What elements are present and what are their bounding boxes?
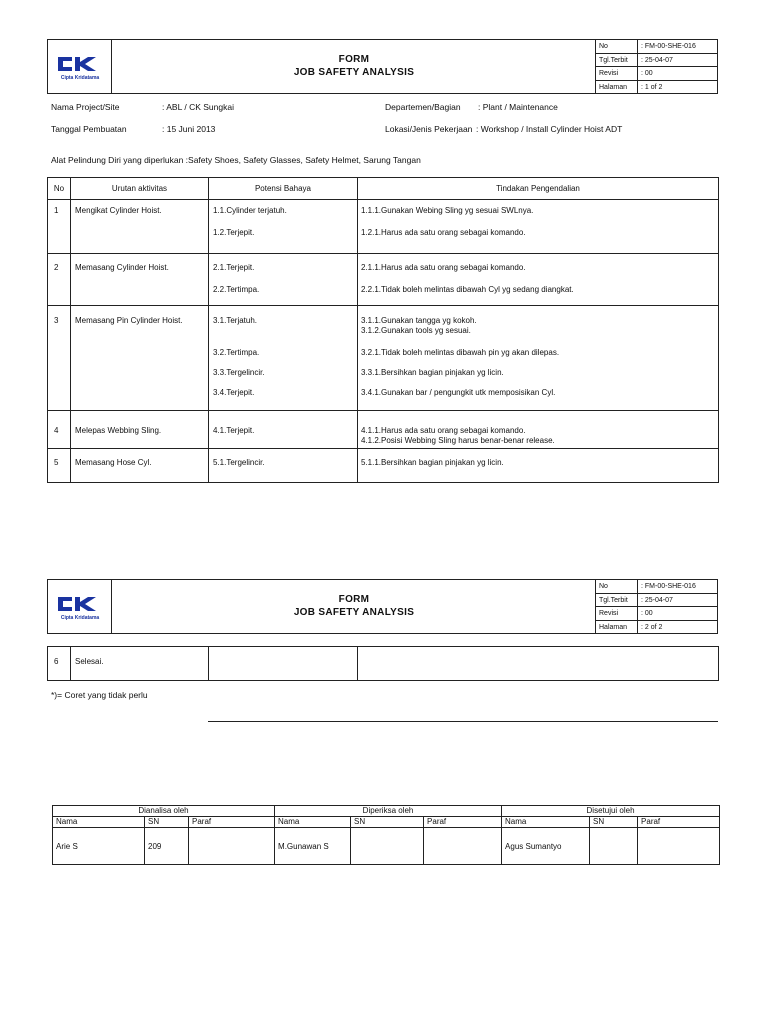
company-logo <box>48 580 112 633</box>
row-controls <box>358 647 719 681</box>
control-item: 3.1.2.Gunakan tools yg sesuai. <box>361 326 471 335</box>
meta-value: : 2 of 2 <box>641 623 663 631</box>
control-item: 4.1.1.Harus ada satu orang sebagai komando. <box>361 426 526 435</box>
meta-key: No <box>596 580 638 593</box>
project-value: : ABL / CK Sungkai <box>162 102 234 112</box>
row-hazards <box>209 647 358 681</box>
row-no: 6 <box>48 647 71 681</box>
col-sn: SN <box>351 817 424 828</box>
table-row <box>48 411 719 449</box>
meta-value: : 00 <box>641 70 653 77</box>
hazard-item: 2.2.Tertimpa. <box>213 285 260 294</box>
row-activity: Melepas Webbing Sling. <box>71 411 209 449</box>
control-item: 1.2.1.Harus ada satu orang sebagai komando. <box>361 228 526 237</box>
header-activity: Urutan aktivitas <box>71 178 209 200</box>
date-value: : 15 Juni 2013 <box>162 124 216 134</box>
table-row <box>48 254 719 306</box>
form-meta <box>595 40 718 93</box>
control-item: 3.1.1.Gunakan tangga yg kokoh. <box>361 316 477 325</box>
analyst-signature[interactable] <box>189 828 275 865</box>
hazard-item: 3.2.Tertimpa. <box>213 348 260 357</box>
group-analyzed-by: Dianalisa oleh <box>53 806 275 817</box>
approver-signature[interactable] <box>638 828 720 865</box>
hazard-item: 1.1.Cylinder terjatuh. <box>213 206 287 215</box>
table-row <box>48 200 719 254</box>
title-line-1: FORM <box>338 54 370 65</box>
title-line-1: FORM <box>338 594 370 605</box>
group-checked-by: Diperiksa oleh <box>275 806 502 817</box>
col-paraf: Paraf <box>424 817 502 828</box>
ck-logo-icon <box>56 54 104 74</box>
row-no: 1 <box>48 200 71 254</box>
hazard-item: 2.1.Terjepit. <box>213 263 255 272</box>
meta-value: : 25-04-07 <box>641 596 673 604</box>
col-sn: SN <box>590 817 638 828</box>
control-item: 3.2.1.Tidak boleh melintas dibawah pin yg akan dilepas. <box>361 348 560 357</box>
form-header <box>47 39 718 94</box>
analyst-sn: 209 <box>145 828 189 865</box>
table-row <box>48 306 719 411</box>
row-controls <box>358 411 719 449</box>
department-value: : Plant / Maintenance <box>478 102 558 112</box>
jsa-table <box>47 177 719 483</box>
ppe-required: Alat Pelindung Diri yang diperlukan :Safety Shoes, Safety Glasses, Safety Helmet, Sarung Tangan <box>51 155 421 165</box>
ck-logo-icon <box>56 594 104 614</box>
row-no: 4 <box>48 411 71 449</box>
row-hazards <box>209 254 358 306</box>
checker-sn <box>351 828 424 865</box>
meta-key: Tgl.Terbit <box>596 594 638 607</box>
row-hazards <box>209 411 358 449</box>
form-header-page-2 <box>47 579 718 634</box>
checker-name: M.Gunawan S <box>275 828 351 865</box>
company-logo <box>48 40 112 93</box>
meta-value: : FM-00-SHE-016 <box>641 43 696 50</box>
row-activity: Mengikat Cylinder Hoist. <box>71 200 209 254</box>
header-control: Tindakan Pengendalian <box>358 178 719 200</box>
row-activity: Memasang Hose Cyl. <box>71 449 209 483</box>
form-title <box>112 580 596 633</box>
approver-sn <box>590 828 638 865</box>
signature-table <box>52 805 720 865</box>
jsa-table-continued <box>47 646 719 681</box>
table-row <box>48 647 719 681</box>
hazard-item: 1.2.Terjepit. <box>213 228 255 237</box>
approver-name: Agus Sumantyo <box>502 828 590 865</box>
control-item: 1.1.1.Gunakan Webing Sling yg sesuai SWLnya. <box>361 206 534 215</box>
header-no: No <box>48 178 71 200</box>
checker-signature[interactable] <box>424 828 502 865</box>
meta-key: Revisi <box>596 67 638 80</box>
col-paraf: Paraf <box>638 817 720 828</box>
title-line-2: JOB SAFETY ANALYSIS <box>293 67 415 78</box>
hazard-item: 5.1.Tergelincir. <box>213 458 265 467</box>
divider-line <box>208 721 718 722</box>
row-no: 5 <box>48 449 71 483</box>
project-label: Nama Project/Site <box>51 102 120 112</box>
row-no: 2 <box>48 254 71 306</box>
row-controls <box>358 200 719 254</box>
header-hazard: Potensi Bahaya <box>209 178 358 200</box>
hazard-item: 3.4.Terjepit. <box>213 388 255 397</box>
form-title <box>112 40 596 93</box>
hazard-item: 3.1.Terjatuh. <box>213 316 258 325</box>
col-name: Nama <box>502 817 590 828</box>
control-item: 5.1.1.Bersihkan bagian pinjakan yg licin. <box>361 458 504 467</box>
table-row <box>48 449 719 483</box>
department-label: Departemen/Bagian <box>385 102 461 112</box>
col-name: Nama <box>53 817 145 828</box>
meta-key: Revisi <box>596 607 638 620</box>
row-activity: Memasang Cylinder Hoist. <box>71 254 209 306</box>
analyst-name: Arie S <box>53 828 145 865</box>
meta-value: : 25-04-07 <box>641 56 673 64</box>
title-line-2: JOB SAFETY ANALYSIS <box>293 607 415 618</box>
footnote: *)= Coret yang tidak perlu <box>51 690 148 700</box>
group-approved-by: Disetujui oleh <box>502 806 720 817</box>
row-hazards <box>209 200 358 254</box>
col-name: Nama <box>275 817 351 828</box>
control-item: 2.1.1.Harus ada satu orang sebagai komando. <box>361 263 526 272</box>
row-hazards <box>209 449 358 483</box>
logo-subtitle: Cipta Kridatama <box>60 75 100 81</box>
date-label: Tanggal Pembuatan <box>51 124 127 134</box>
row-activity: Selesai. <box>71 647 209 681</box>
table-header-row <box>48 178 719 200</box>
location-label: Lokasi/Jenis Pekerjaan <box>385 124 473 134</box>
hazard-item: 4.1.Terjepit. <box>213 426 255 435</box>
meta-key: Halaman <box>596 621 638 635</box>
col-sn: SN <box>145 817 189 828</box>
control-item: 3.3.1.Bersihkan bagian pinjakan yg licin. <box>361 368 504 377</box>
row-activity: Memasang Pin Cylinder Hoist. <box>71 306 209 411</box>
col-paraf: Paraf <box>189 817 275 828</box>
meta-value: : FM-00-SHE-016 <box>641 583 696 590</box>
form-meta <box>595 580 718 633</box>
meta-key: Tgl.Terbit <box>596 54 638 67</box>
row-controls <box>358 306 719 411</box>
location-value: : Workshop / Install Cylinder Hoist ADT <box>476 124 623 134</box>
logo-subtitle: Cipta Kridatama <box>60 615 100 621</box>
row-controls <box>358 254 719 306</box>
control-item: 2.2.1.Tidak boleh melintas dibawah Cyl yg sedang diangkat. <box>361 285 574 294</box>
row-no: 3 <box>48 306 71 411</box>
control-item: 4.1.2.Posisi Webbing Sling harus benar-benar release. <box>361 436 555 445</box>
meta-value: : 1 of 2 <box>641 83 663 91</box>
meta-value: : 00 <box>641 610 653 617</box>
row-hazards <box>209 306 358 411</box>
row-controls <box>358 449 719 483</box>
meta-key: No <box>596 40 638 53</box>
meta-key: Halaman <box>596 81 638 95</box>
hazard-item: 3.3.Tergelincir. <box>213 368 265 377</box>
control-item: 3.4.1.Gunakan bar / pengungkit utk memposisikan Cyl. <box>361 388 556 397</box>
